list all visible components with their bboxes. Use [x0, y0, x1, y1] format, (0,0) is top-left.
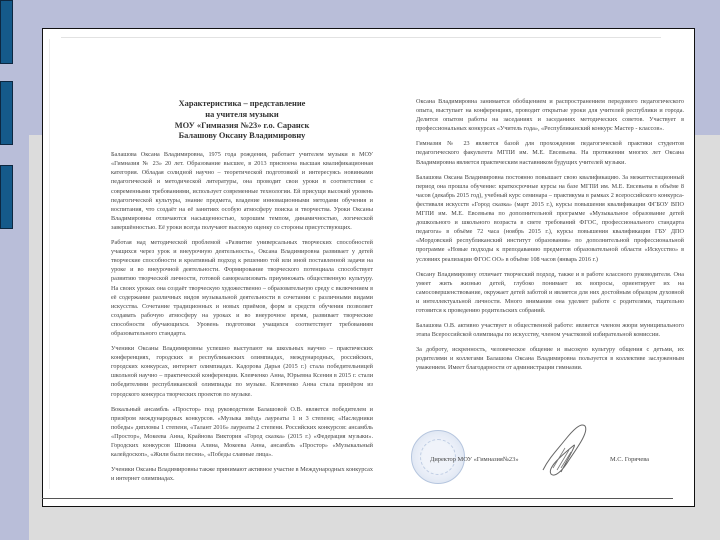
paragraph: Вокальный ансамбль «Простор» под руководством Балашовой О.В. является победителем и призёром международных конкурсов. «Музыка звёзд» лауреаты 1 и 3 степени; «Наследники победы» дипломы 1 степени, «Талант 2016» лауреаты 2 степени. Российских конкурсов: ансамбль «Простор», Мокеева Анна, Крайнова Виктория «Город сказка» (2015 г.) «Федерация музыки». Городских конкурсов Шикина Алина, Мокеева Анна, ансамбль «Простор» «Музыкальный калейдоскоп», «Жили были песни», «Победы славные лица».: [111, 405, 373, 459]
title-line-2: на учителя музыки: [205, 109, 279, 119]
document-page-right: [416, 97, 684, 387]
paragraph: Гимназия № 23 является базой для прохождения педагогической практики студентов педагогического факультета МГПИ им. М.Е. Евсевьева. На протяжении многих лет Оксана Владимировна является практическим наставником будущих учителей музыки.: [416, 140, 684, 166]
decorative-blue-bar-1: [0, 0, 13, 64]
paragraph: Оксана Владимировна занимается обобщением и распространением передового педагогического опыта, выступает на конференциях, проводит открытые уроки для учителей республики и города. Делится опытом работы на заседаниях и заседаниях методических советов. Участвует в профессиональных конкурсах «Учитель года», «Республиканский конкурс Мастер - классов».: [416, 98, 684, 133]
decorative-blue-bar-3: [0, 165, 13, 229]
document-title: [111, 99, 373, 142]
signature-position-label: Директор МОУ «Гимназия№23»: [430, 456, 519, 463]
paragraph: Ученики Оксаны Владимировны успешно выступают на школьных научно – практических конференциях, городских и республиканских олимпиадах, международных, российских, городских конкурсах, интернет олимпиадах. Кадорова Дарья (2015 г.) стала победительницей школьной научно – практической конференции. Клевченко Анна, Юрьевна Ксения в 2015 г. стали победителями республиканской олимпиады по музыке. Клевченко Анна стала призёром из городского конкурса творческих проектов по музыке.: [111, 345, 373, 398]
paragraph: Работая над методической проблемой «Развитие универсальных творческих способностей учащихся через урок и внеурочную деятельность», Оксана Владимировна развивает у детей творческие способности и креативный подход к решению той или иной поставленной задачи на уроке и во внеурочной деятельности. Формирование творческого потенциала способствует развитию творческой личности, готовой самореализовать приумножать общественную культуру. На своих уроках она создаёт творческую художественно – образовательную среду с включением в её содержание различных видов музыкальной деятельности в сочетании с различными видами искусства. Сочетание традиционных и новых приёмов, форм и средств обучения позволяет создавать рабочую атмосферу на уроках и во внеурочное время, развивает творческие способности обучающихся. Уровень подготовки учащихся соответствует требованиям образовательного стандарта.: [111, 239, 373, 337]
title-line-3: МОУ «Гимназия №23» г.о. Саранск: [174, 120, 310, 130]
scan-artifact-edge: [49, 39, 50, 489]
paragraph: Балашова Оксана Владимировна постоянно повышает свою квалификацию. За межаттестационный период она прошла обучение: краткосрочные курсы на базе МГПИ им. М.Е. Евсевьева в объёме 8 часов (декабрь 2015 год), учебный курс семинара – практикума в рамках 2 всероссийского конкурса-фестиваля искусств «Город сказка» (март 2015 г.), курсы повышения квалификации ФГБОУ ВПО МГПИ им. М.Е. Евсевьева по дополнительной программе «Музыкальное образование детей дошкольного и школьного возраста в свете требований ФГОС, профессионального стандарта педагога» в объёме 72 часа (ноябрь 2015 г.), курсы повышения квалификации ГБУ ДПО «Мордовский республиканский институт образования» по дополнительной профессиональной программе «Новые подходы к преподаванию предметов образовательной области «Искусство» в условиях реализации ФГОС ОО» в объёме 108 часов (январь 2016 г.): [416, 173, 684, 263]
decorative-blue-bar-2: [0, 81, 13, 145]
title-line-4: Балашову Оксану Владимировну: [178, 131, 306, 141]
document-page-left: [111, 99, 373, 506]
scan-artifact-line: [61, 37, 661, 38]
paragraph: За доброту, искренность, человеческое общение и высокую культуру общения с детьми, их родителями и коллегами Балашова Оксана Владимировна пользуется в коллективе заслуженным уважением. Имеет благодарности от администрации гимназии.: [416, 346, 684, 372]
paragraph: Балашова О.В. активно участвует в общественной работе: является членом жюри муниципального этапа Всероссийской олимпиады по искусству, членом участковой избирательной комиссии.: [416, 322, 684, 339]
signatory-name: М.С. Горячева: [610, 456, 650, 463]
title-line-1: Характеристика – представление: [178, 99, 306, 108]
paragraph: Ученики Оксаны Владимировны также принимают активное участие в Международных конкурсах и интернет олимпиадах.: [111, 466, 373, 483]
handwritten-signature-icon: [535, 420, 595, 482]
paragraph: Оксану Владимировну отличает творческий подход, также и в работе классного руководителя. Она умеет жить жизнью детей, глубоко понимает их вопросы, ориентирует их на самосовершенствование, окружает детей заботой и является для них достойным образцом духовной и интеллектуальной личности. Много внимания она уделяет работе с родителями, тщательно готовится к проведению родительских собраний.: [416, 270, 684, 314]
paragraph: Балашова Оксана Владимировна, 1975 года рождения, работает учителем музыки в МОУ «Гимназия № 23» 20 лет. Образование высшее, в 2013 присвоена высшая квалификационная категория. Обладая солидной научно – теоретической подготовкой и интересуясь новинками педагогической и методической литературы, она проводит свои уроки в соответствии с современными требованиями, использует современные технологии. Ей присущи высокий уровень педагогической культуры, знание предмета, владение инновационными методами обучения и воспитания, что создаёт на её занятиях особую атмосферу поиска и творчества. Уроки Оксаны Владимировны отличаются насыщенностью, хорошим темпом, динамичностью, логической завершённостью. Её уроки всегда получают высокую оценку со стороны присутствующих.: [111, 151, 373, 231]
scanned-document-frame: [42, 28, 695, 507]
